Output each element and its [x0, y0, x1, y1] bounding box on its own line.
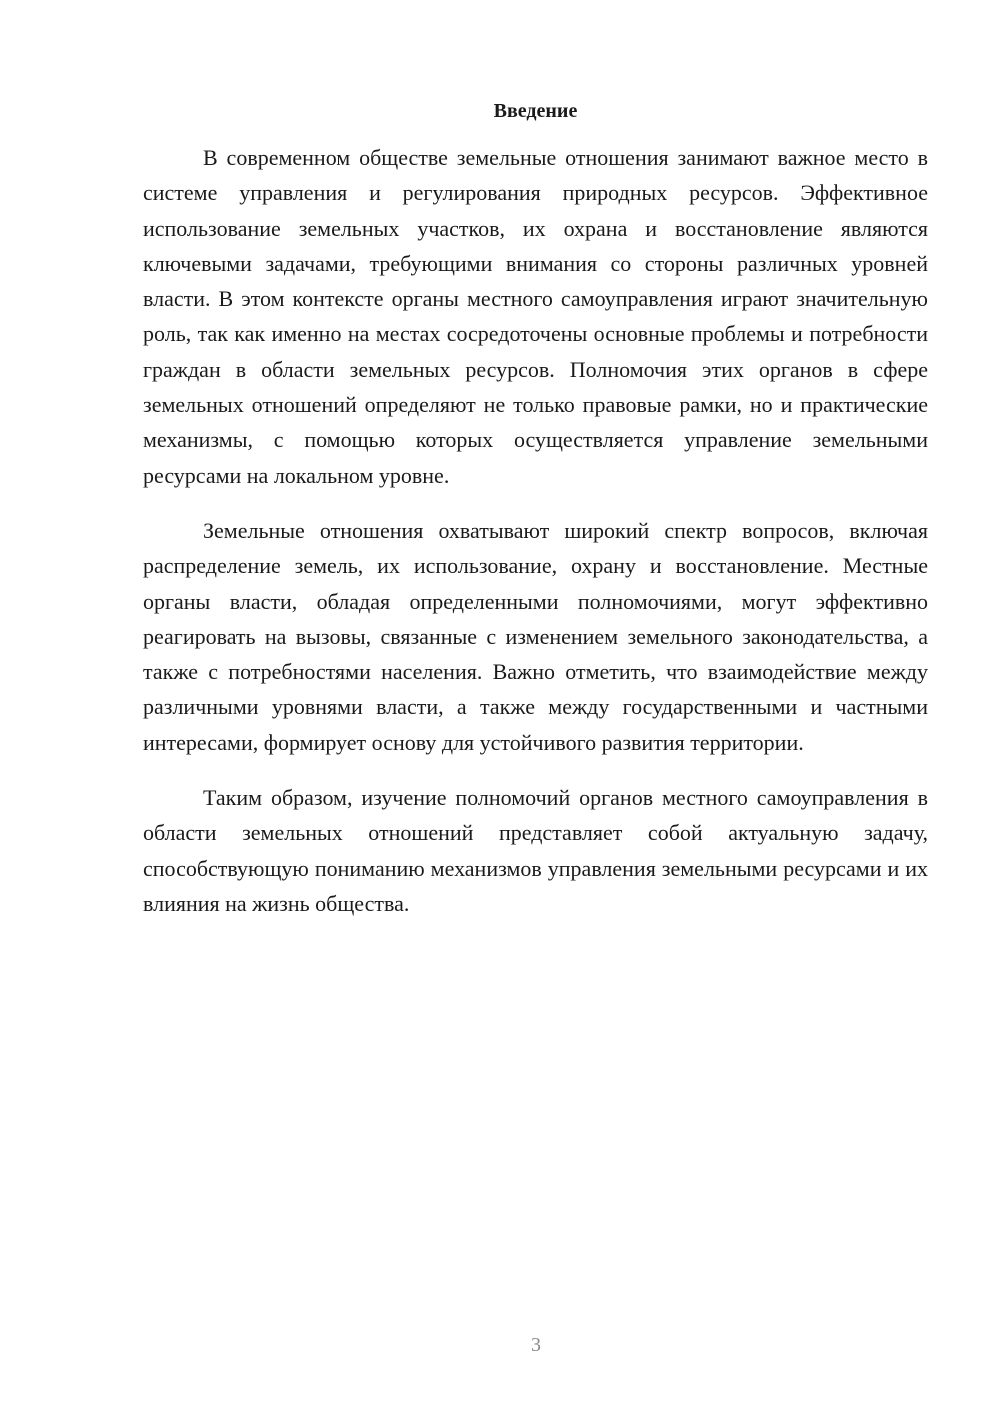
paragraph-3: Таким образом, изучение полномочий органов местного самоуправления в области земельных отношений представляет собой актуальную задачу, способствующую пониманию механизмов управления земельными ресурсами и их влияния на жизнь общества. — [143, 785, 928, 916]
section-title: Введение — [493, 100, 578, 122]
page-number: 3 — [531, 1334, 541, 1356]
document-page — [143, 96, 928, 941]
paragraph-2: Земельные отношения охватывают широкий спектр вопросов, включая распределение земель, их использование, охрану и восстановление. Местные органы власти, обладая определенными полномочиями, могут эффективно реагировать на вызовы, связанные с изменением земельного законодательства, а также с потребностями населения. Важно отметить, что взаимодействие между различными уровнями власти, а также между государственными и частными интересами, формирует основу для устойчивого развития территории. — [143, 517, 928, 755]
paragraph-1: В современном обществе земельные отношения занимают важное место в системе управления и регулирования природных ресурсов. Эффективное использование земельных участков, их охрана и восстановление являются ключевыми задачами, требующими внимания со стороны различных уровней власти. В этом контексте органы местного самоуправления играют значительную роль, так как именно на местах сосредоточены основные проблемы и потребности граждан в области земельных ресурсов. Полномочия этих органов в сфере земельных отношений определяют не только правовые рамки, но и практические механизмы, с помощью которых осуществляется управление земельными ресурсами на локальном уровне. — [143, 145, 928, 488]
